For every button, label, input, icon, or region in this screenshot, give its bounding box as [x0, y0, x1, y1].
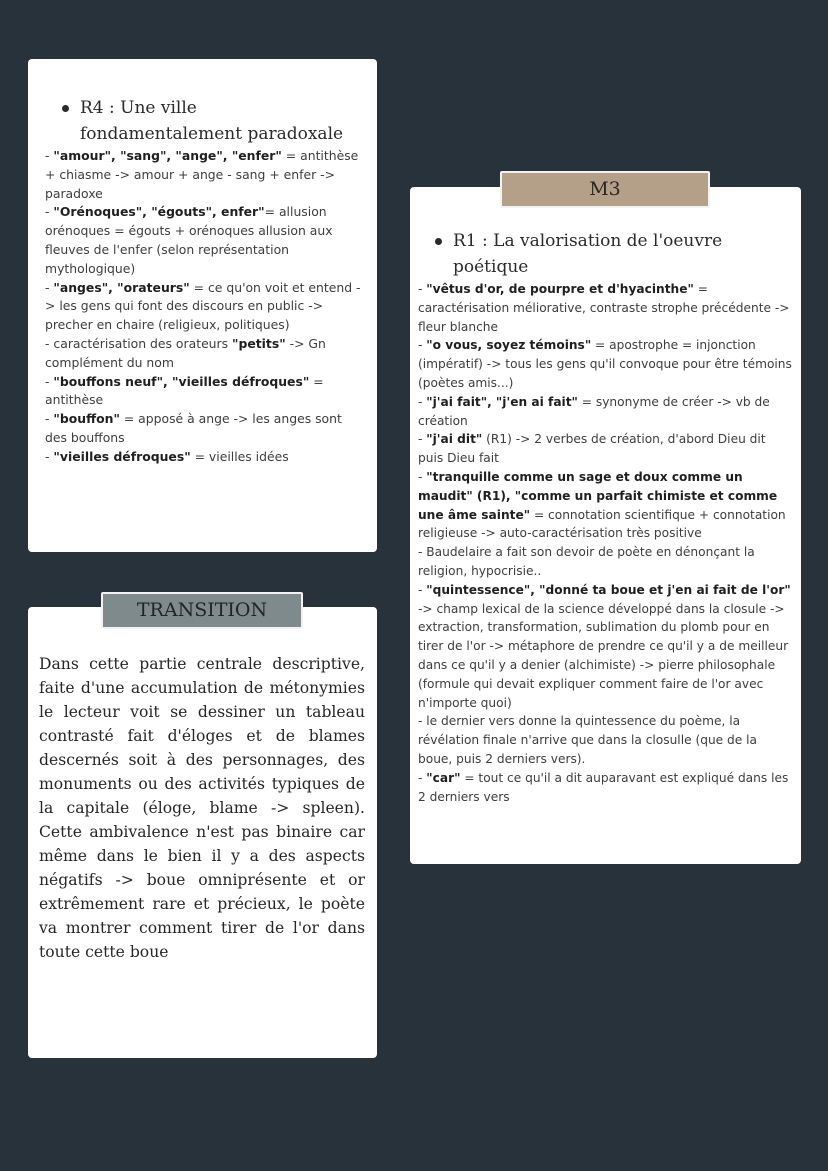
note-text: "bouffons neuf", "vieilles défroques": [53, 373, 310, 389]
note-text: "vêtus d'or, de pourpre et d'hyacinthe": [426, 282, 694, 296]
note-text: "tranquille comme un sage et doux comme un maudit" (R1), "comme un parfait chimiste et comme une âme sainte": [418, 469, 778, 522]
m3-notes-list: [418, 280, 793, 806]
note-text: -: [418, 282, 427, 296]
note-item: [45, 147, 361, 203]
note-text: "anges", "orateurs": [53, 279, 190, 295]
note-item: [418, 581, 793, 713]
m3-heading-text: R1 : La valorisation de l'oeuvre poétique: [453, 231, 723, 277]
r4-notes-list: [45, 147, 361, 467]
note-text: "petits": [232, 335, 286, 351]
r4-heading: [45, 95, 361, 147]
note-text: -: [45, 448, 54, 464]
note-text: -> Gn complément du nom: [45, 335, 326, 370]
bullet-dot-icon: [62, 105, 69, 112]
note-text: = allusion orénoques = égouts + orénoques allusion aux fleuves de l'enfer (selon représentation mythologique): [45, 204, 333, 276]
note-text: "Orénoques", "égouts", enfer": [53, 204, 265, 220]
r4-card: [28, 59, 377, 552]
note-text: -: [418, 770, 427, 785]
note-text: "car": [426, 770, 461, 785]
note-text: -: [418, 432, 427, 447]
note-text: = antithèse: [45, 373, 324, 408]
note-text: -: [418, 394, 427, 409]
note-text: -> champ lexical de la science développé dans la closule -> extraction, transformation, sublimation du plomb pour en tirer de l'or -> métaphore de prendre ce qu'il y a de meilleur dans ce qu'il y a denier (alchimiste) -> pierre philosophale (formule qui devait expliquer comment faire de l'or avec n'importe quoi): [418, 601, 789, 710]
note-text: = antithèse + chiasme -> amour + ange - sang + enfer -> paradoxe: [45, 148, 359, 201]
note-item: [418, 712, 793, 768]
note-item: [418, 769, 793, 807]
note-text: "amour", "sang", "ange", "enfer": [53, 148, 282, 163]
note-text: -: [45, 204, 54, 220]
note-text: -: [45, 279, 54, 295]
note-text: "j'ai fait", "j'en ai fait": [426, 394, 578, 409]
note-text: = apposé à ange -> les anges sont des bouffons: [45, 411, 342, 445]
bullet-dot-icon: [435, 238, 442, 245]
note-text: = tout ce qu'il a dit auparavant est expliqué dans les 2 derniers vers: [418, 770, 789, 804]
note-item: [45, 448, 361, 467]
note-item: [418, 393, 793, 431]
note-item: [418, 468, 793, 543]
transition-tab-label: TRANSITION: [101, 592, 303, 629]
note-text: -: [45, 411, 54, 427]
note-item: [418, 543, 793, 581]
note-text: "bouffon": [53, 411, 120, 427]
note-text: = connotation scientifique + connotation religieuse -> auto-caractérisation très positive: [418, 507, 786, 541]
note-item: [418, 430, 793, 468]
note-text: -: [45, 148, 54, 163]
note-item: [45, 335, 361, 373]
note-item: [418, 280, 793, 336]
m3-heading: [418, 228, 793, 280]
note-text: = vieilles idées: [190, 448, 289, 464]
note-text: = synonyme de créer -> vb de création: [418, 394, 770, 428]
note-text: = ce qu'on voit et entend -> les gens qui font des discours en public -> precher en chaire (religieux, politiques): [45, 279, 361, 333]
note-text: = caractérisation méliorative, contraste strophe précédente -> fleur blanche: [418, 282, 790, 334]
note-text: - Baudelaire a fait son devoir de poète en dénonçant la religion, hypocrisie..: [418, 545, 755, 578]
note-text: - le dernier vers donne la quintessence du poème, la révélation finale n'arrive que dans la closulle (que de la boue, puis 2 derniers vers).: [418, 714, 758, 766]
note-item: [45, 410, 361, 448]
transition-paragraph: Dans cette partie centrale descriptive, faite d'une accumulation de métonymies le lecteur voit se dessiner un tableau contrasté fait d'éloges et de blames descernés soit à des personnages, des monuments ou des activités typiques de la capitale (éloge, blame -> spleen). Cette ambivalence n'est pas binaire car même dans le bien il y a des aspects négatifs -> boue omniprésente et or extrêmement rare et précieux, le poète va montrer comment tirer de l'or dans toute cette boue: [39, 655, 365, 961]
note-text: "vieilles défroques": [53, 448, 191, 464]
note-item: [45, 279, 361, 335]
note-text: "j'ai dit": [426, 432, 483, 447]
note-text: (R1) -> 2 verbes de création, d'abord Dieu dit puis Dieu fait: [418, 432, 766, 466]
note-text: - caractérisation des orateurs: [45, 335, 233, 351]
note-text: "quintessence", "donné ta boue et j'en ai fait de l'or": [426, 582, 791, 597]
note-item: [418, 336, 793, 392]
m3-tab-label: M3: [500, 171, 710, 208]
note-text: -: [418, 338, 427, 353]
note-item: [45, 373, 361, 411]
note-text: -: [45, 373, 54, 389]
note-text: -: [418, 582, 427, 597]
m3-card: [410, 187, 801, 864]
note-text: "o vous, soyez témoins": [426, 338, 592, 353]
note-text: = apostrophe = injonction (impératif) -> tous les gens qu'il convoque pour être témoins (poètes amis...): [418, 338, 792, 390]
transition-card: [28, 607, 377, 1058]
note-text: -: [418, 469, 427, 484]
r4-heading-text: R4 : Une ville fondamentalement paradoxale: [80, 98, 344, 144]
note-item: [45, 203, 361, 278]
